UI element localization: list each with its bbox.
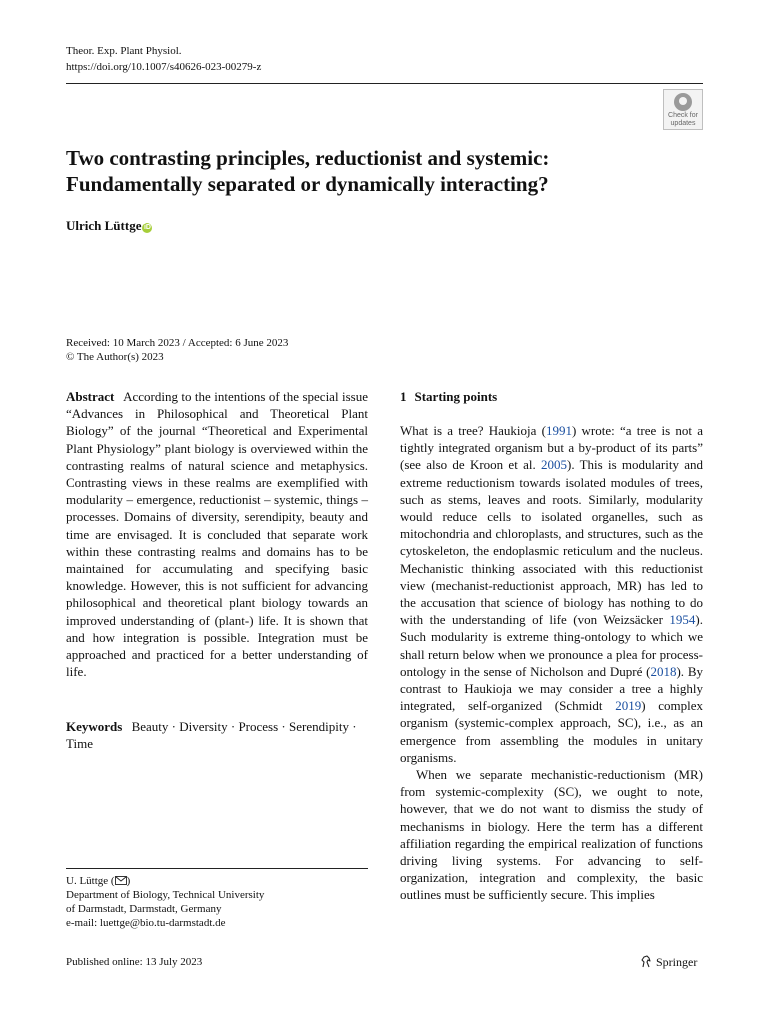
section-heading — [400, 389, 497, 405]
title-line-1: Two contrasting principles, reductionist and systemic: — [66, 146, 550, 170]
author-affiliation — [66, 874, 264, 930]
email-label: e-mail: — [66, 917, 100, 929]
affiliation-department: Department of Biology, Technical University — [66, 889, 265, 901]
affiliation-name: U. Lüttge ( — [66, 875, 115, 887]
citation-link[interactable]: 1954 — [669, 612, 696, 628]
paragraph-1 — [400, 422, 703, 766]
keywords — [66, 718, 368, 752]
publisher-logo[interactable] — [640, 955, 697, 970]
envelope-icon[interactable] — [115, 876, 127, 885]
paragraph-2: When we separate mechanistic-reductionism (MR) from systemic-complexity (SC), we ought to note, however, that we do not want to dismiss the study of mechanisms in biology. Here the term has a different affiliation regarding the empirical realization of functions driving living systems. For advancing to self-organization, integration and complexity, the basic outlines must be sufficiently secure. This implies — [400, 767, 703, 903]
publisher-name: Springer — [656, 955, 698, 969]
abstract-label: Abstract — [66, 389, 115, 404]
section-number: 1 — [400, 389, 407, 404]
badge-text-line1: Check for — [668, 112, 698, 119]
check-for-updates-icon — [674, 93, 692, 111]
check-for-updates-badge[interactable] — [663, 89, 703, 130]
author-name[interactable]: Ulrich Lüttge — [66, 218, 142, 233]
title-line-2: Fundamentally separated or dynamically interacting? — [66, 172, 549, 196]
author-row — [66, 218, 152, 234]
copyright-notice: © The Author(s) 2023 — [66, 351, 164, 363]
keywords-text: Beauty · Diversity · Process · Serendipity · Time — [66, 719, 357, 752]
affiliation-name-line — [66, 874, 264, 888]
text-run: ) wrote: “a tree is not a tightly integrated organism but a by-product of its parts” (see also de Kroon et al. — [400, 423, 703, 473]
keywords-label: Keywords — [66, 719, 123, 734]
affiliation-name-end: ) — [126, 875, 131, 887]
email-link[interactable]: luettge@bio.tu-darmstadt.de — [99, 917, 226, 929]
article-title — [66, 145, 686, 197]
citation-link[interactable]: 1991 — [545, 423, 572, 438]
journal-name: Theor. Exp. Plant Physiol. — [66, 45, 182, 57]
abstract — [66, 388, 368, 680]
text-run: ). By contrast to Haukioja we may consider a tree a highly integrated, self-organized (Schmidt — [400, 663, 703, 714]
affiliation-city: of Darmstadt, Darmstadt, Germany — [66, 903, 222, 915]
abstract-text: According to the intentions of the special issue “Advances in Philosophical and Theoretical Plant Biology” of the journal “Theoretical and Experimental Plant Physiology” plant biology is overviewed within the contrasting realms of natural science and metaphysics. Contrasting views in these realms are exemplified with modularity – emergence, reductionist – systemic, things – processes. Domains of diversity, serendipity, beauty and time are envisaged. It is concluded that separate work within these contrasting realms and domains has to be maintained for accumulating and specifying basic knowledge. However, this is not sufficient for advancing philosophical and theoretical plant biology towards an improved understanding of (plant-) life. It is shown that and how integration is possible. Integration must be approached and practiced for a better understanding of life. — [66, 389, 368, 680]
citation-link[interactable]: 2005 — [540, 457, 567, 473]
header-rule — [66, 83, 703, 84]
footnote-rule — [66, 868, 368, 869]
affiliation-email-line — [66, 916, 264, 930]
citation-link[interactable]: 2019 — [615, 698, 642, 714]
published-online-date: Published online: 13 July 2023 — [66, 956, 203, 968]
doi-link[interactable]: https://doi.org/10.1007/s40626-023-00279-z — [66, 61, 262, 73]
text-run: ). Such modularity is extreme thing-ontology to which we shall return below when we pronounce a plea for process-ontology in the sense of Nicholson and Dupré ( — [400, 612, 703, 679]
citation-link[interactable]: 2018 — [650, 663, 677, 679]
text-run: ). This is modularity and extreme reductionism towards isolated modules of trees, such as stems, leaves and roots. Similarly, modularity would reduce cells to isolated organelles, such as mitochondria and chloroplasts, and structures, such as the cytoskeleton, the endoplasmic reticulum and the nucleus. Mechanistic thinking associated with this reductionist view (mechanist-reductionist approach, MR) has led to the accusation that science of biology has nothing to do with the understanding of life (von Weizsäcker — [400, 457, 703, 628]
text-run: What is a tree? Haukioja ( — [400, 423, 546, 438]
badge-text-line2: updates — [670, 120, 696, 127]
received-accepted-dates: Received: 10 March 2023 / Accepted: 6 June 2023 — [66, 337, 289, 349]
orcid-icon[interactable]: iD — [143, 224, 151, 231]
text-run: ) complex organism (systemic-complex approach, SC), i.e., as an emergence from assembling the modules in unitary organisms. — [400, 698, 704, 765]
springer-horse-icon — [640, 955, 652, 968]
section-title: Starting points — [414, 389, 498, 404]
section-body — [400, 422, 703, 904]
